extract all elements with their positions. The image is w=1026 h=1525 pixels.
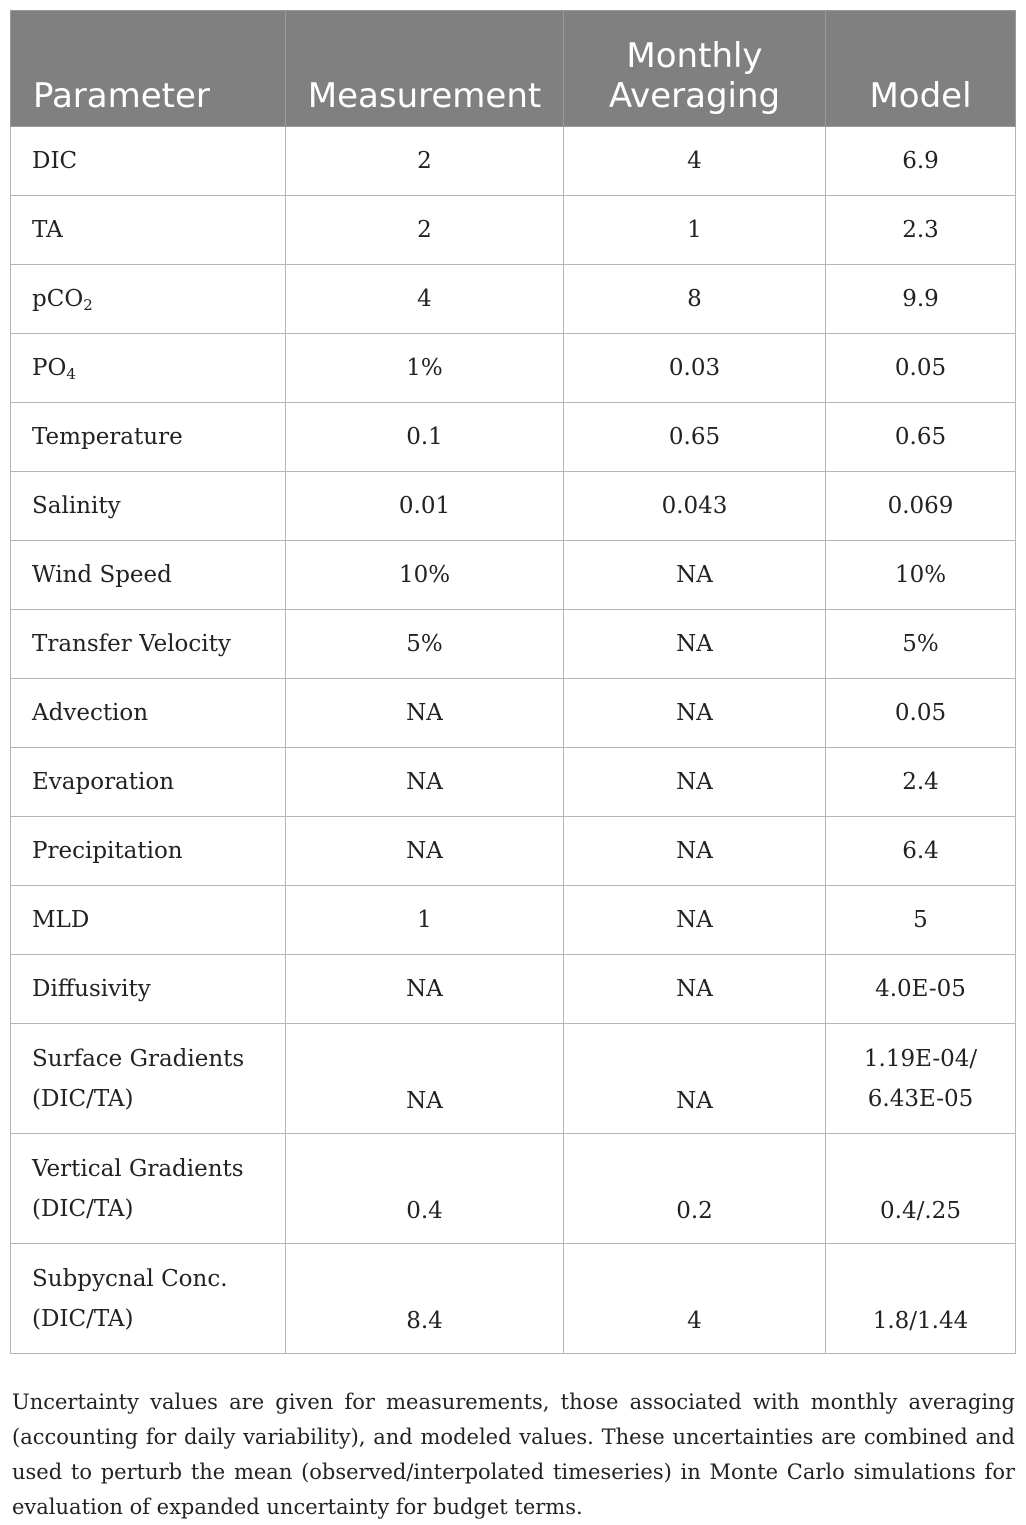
monthly-cell: NA — [564, 1024, 826, 1134]
model-cell: 0.05 — [826, 679, 1016, 748]
param-cell — [11, 1024, 286, 1134]
measurement-cell: 1% — [286, 334, 564, 403]
param-cell: Evaporation — [11, 748, 286, 817]
monthly-cell: NA — [564, 955, 826, 1024]
monthly-cell: NA — [564, 679, 826, 748]
header-monthly-line1: Monthly — [626, 36, 763, 76]
header-parameter: Parameter — [11, 11, 286, 127]
param-cell: Transfer Velocity — [11, 610, 286, 679]
param-cell: Precipitation — [11, 817, 286, 886]
model-line1: 1.19E-04/ — [863, 1045, 978, 1072]
param-cell — [11, 1244, 286, 1354]
measurement-cell: NA — [286, 748, 564, 817]
param-cell: DIC — [11, 127, 286, 196]
header-monthly-averaging — [564, 11, 826, 127]
model-cell: 0.4/.25 — [826, 1134, 1016, 1244]
table-row — [11, 334, 1016, 403]
measurement-cell: 10% — [286, 541, 564, 610]
table-row — [11, 472, 1016, 541]
measurement-cell: 5% — [286, 610, 564, 679]
param-cell: TA — [11, 196, 286, 265]
table-row — [11, 541, 1016, 610]
measurement-cell: NA — [286, 955, 564, 1024]
table-row — [11, 748, 1016, 817]
param-subscript: 2 — [83, 296, 93, 314]
model-cell: 6.9 — [826, 127, 1016, 196]
table-row — [11, 196, 1016, 265]
measurement-cell: 4 — [286, 265, 564, 334]
model-line2: 6.43E-05 — [867, 1085, 974, 1112]
monthly-cell: 4 — [564, 127, 826, 196]
table-row — [11, 955, 1016, 1024]
monthly-cell: 0.043 — [564, 472, 826, 541]
table-row — [11, 1134, 1016, 1244]
table-footnote: Uncertainty values are given for measurements, those associated with monthly averaging (accounting for daily variability), and modeled values. These uncertainties are combined and used to perturb the mean (observed/interpolated timeseries) in Monte Carlo simulations for evaluation of expanded uncertainty for budget terms. — [12, 1390, 1015, 1519]
model-cell: 0.069 — [826, 472, 1016, 541]
table-row — [11, 610, 1016, 679]
model-cell: 6.4 — [826, 817, 1016, 886]
monthly-cell: 0.03 — [564, 334, 826, 403]
param-cell — [11, 265, 286, 334]
param-subscript: 4 — [66, 365, 76, 383]
table-row — [11, 265, 1016, 334]
monthly-cell: NA — [564, 886, 826, 955]
model-cell: 2.3 — [826, 196, 1016, 265]
param-cell — [11, 1134, 286, 1244]
measurement-cell: 1 — [286, 886, 564, 955]
param-line1: Surface Gradients — [32, 1045, 245, 1072]
measurement-cell: 2 — [286, 196, 564, 265]
table-row — [11, 817, 1016, 886]
table-row — [11, 403, 1016, 472]
param-cell: MLD — [11, 886, 286, 955]
header-measurement: Measurement — [286, 11, 564, 127]
model-cell — [826, 1024, 1016, 1134]
param-line2: (DIC/TA) — [32, 1305, 134, 1332]
measurement-cell: NA — [286, 1024, 564, 1134]
model-cell: 5% — [826, 610, 1016, 679]
param-cell — [11, 334, 286, 403]
monthly-cell: NA — [564, 610, 826, 679]
monthly-cell: 0.2 — [564, 1134, 826, 1244]
measurement-cell: 0.4 — [286, 1134, 564, 1244]
uncertainty-table-container — [10, 10, 1016, 1354]
measurement-cell: 0.01 — [286, 472, 564, 541]
param-line2: (DIC/TA) — [32, 1195, 134, 1222]
monthly-cell: 1 — [564, 196, 826, 265]
param-line1: Vertical Gradients — [32, 1155, 244, 1182]
table-row — [11, 1024, 1016, 1134]
monthly-cell: NA — [564, 817, 826, 886]
measurement-cell: NA — [286, 679, 564, 748]
monthly-cell: 8 — [564, 265, 826, 334]
param-line1: Subpycnal Conc. — [32, 1265, 228, 1292]
table-row — [11, 886, 1016, 955]
param-cell: Salinity — [11, 472, 286, 541]
param-cell: Temperature — [11, 403, 286, 472]
header-model: Model — [826, 11, 1016, 127]
model-cell: 0.05 — [826, 334, 1016, 403]
model-cell: 10% — [826, 541, 1016, 610]
param-cell: Diffusivity — [11, 955, 286, 1024]
param-line2: (DIC/TA) — [32, 1085, 134, 1112]
measurement-cell: 2 — [286, 127, 564, 196]
monthly-cell: NA — [564, 748, 826, 817]
model-cell: 4.0E-05 — [826, 955, 1016, 1024]
uncertainty-table — [10, 10, 1016, 1354]
measurement-cell: 8.4 — [286, 1244, 564, 1354]
param-main: PO — [32, 355, 67, 381]
model-cell: 0.65 — [826, 403, 1016, 472]
model-cell: 2.4 — [826, 748, 1016, 817]
monthly-cell: 4 — [564, 1244, 826, 1354]
model-cell: 5 — [826, 886, 1016, 955]
measurement-cell: 0.1 — [286, 403, 564, 472]
param-main: pCO — [32, 286, 84, 312]
table-row — [11, 1244, 1016, 1354]
table-row — [11, 679, 1016, 748]
table-row — [11, 127, 1016, 196]
param-cell: Advection — [11, 679, 286, 748]
model-cell: 1.8/1.44 — [826, 1244, 1016, 1354]
param-cell: Wind Speed — [11, 541, 286, 610]
model-cell: 9.9 — [826, 265, 1016, 334]
header-monthly-line2: Averaging — [608, 76, 781, 116]
monthly-cell: 0.65 — [564, 403, 826, 472]
monthly-cell: NA — [564, 541, 826, 610]
table-header-row — [11, 11, 1016, 127]
measurement-cell: NA — [286, 817, 564, 886]
